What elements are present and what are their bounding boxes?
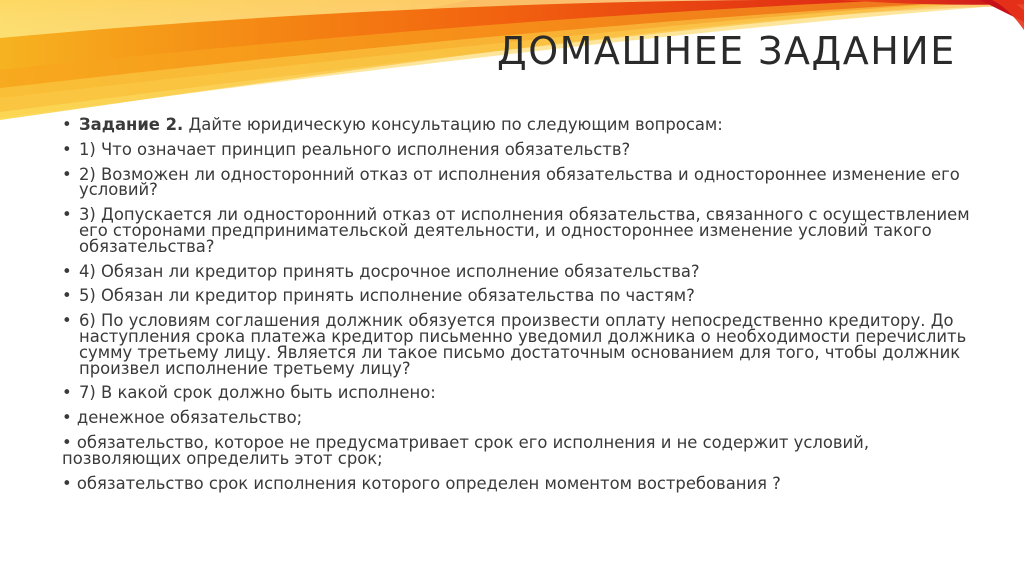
list-item-subpoint-2 bbox=[62, 432, 992, 468]
list-item-question-5 bbox=[62, 288, 992, 304]
list-item-task-intro bbox=[62, 117, 992, 133]
slide-title: ДОМАШНЕЕ ЗАДАНИЕ bbox=[497, 29, 956, 73]
list-item-question-1 bbox=[62, 139, 992, 159]
list-item-question-2 bbox=[62, 164, 992, 200]
question-1-text: 1) Что означает принцип реального исполнения обязательств? bbox=[79, 139, 631, 159]
question-3-text: 3) Допускается ли односторонний отказ от исполнения обязательства, связанного с осуществлением его сторонами предпринимательской деятельности, и одностороннее изменение условий такого обязательства? bbox=[79, 205, 970, 256]
subpoint-1-text: • денежное обязательство; bbox=[62, 408, 303, 428]
question-7-text: 7) В какой срок должно быть исполнено: bbox=[79, 383, 436, 403]
list-item-question-3 bbox=[62, 207, 992, 254]
subpoint-2-text: • обязательство, которое не предусматривает срок его исполнения и не содержит условий, позволяющих определить этот срок; bbox=[62, 432, 870, 468]
question-4-text: 4) Обязан ли кредитор принять досрочное исполнение обязательства? bbox=[79, 261, 700, 281]
assignment-list bbox=[62, 117, 992, 500]
question-5-text: 5) Обязан ли кредитор принять исполнение обязательства по частям? bbox=[79, 286, 695, 306]
list-item-subpoint-3 bbox=[62, 473, 992, 493]
question-2-text: 2) Возможен ли односторонний отказ от исполнения обязательства и одностороннее изменение его условий? bbox=[79, 164, 960, 200]
task-intro-text: Дайте юридическую консультацию по следующим вопросам: bbox=[183, 115, 723, 134]
list-item-question-4 bbox=[62, 261, 992, 281]
question-6-text: 6) По условиям соглашения должник обязуется произвести оплату непосредственно кредитору. До наступления срока платежа кредитор письменно уведомил должника о необходимости перечислить сумму третьему лицу. Является ли такое письмо достаточным основанием для того, чтобы должник произвел исполнение третьему лицу? bbox=[79, 311, 967, 378]
subpoint-3-text: • обязательство срок исполнения которого определен моментом востребования ? bbox=[62, 473, 781, 493]
list-item-question-7 bbox=[62, 385, 992, 401]
list-item-question-6 bbox=[62, 313, 992, 376]
task-label: Задание 2. bbox=[79, 115, 184, 134]
list-item-subpoint-1 bbox=[62, 410, 992, 426]
